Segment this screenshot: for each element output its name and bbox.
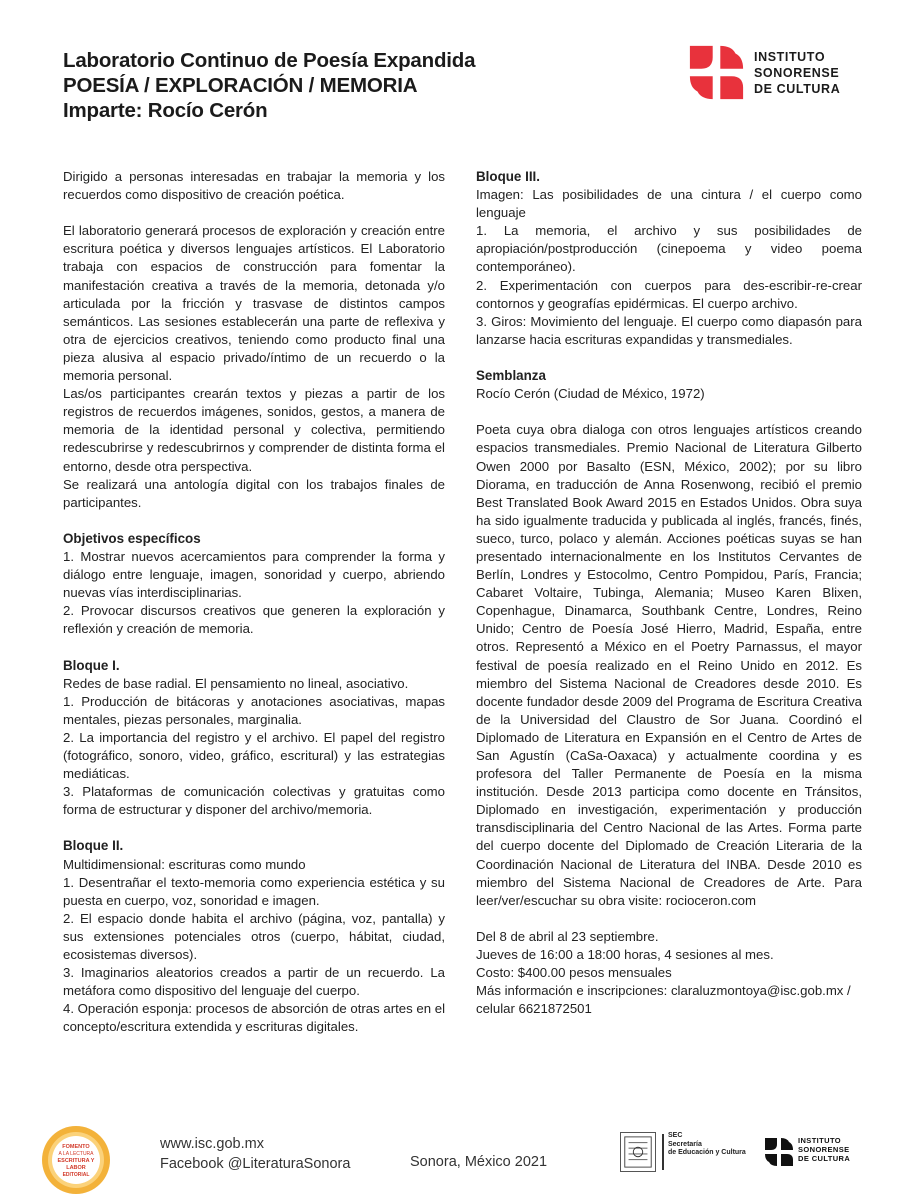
- objective-item: 1. Mostrar nuevos acercamientos para comprender la forma y diálogo entre lenguaje, imagen, sonoridad y cuerpo, abriendo nuevas vías interdisciplinarias.: [63, 548, 445, 601]
- bloque-2-item: 3. Imaginarios aleatorios creados a partir de un recuerdo. La metáfora como dispositivo del lenguaje del cuerpo.: [63, 965, 445, 999]
- bloque-2-item: 1. Desentrañar el texto-memoria como experiencia estética y su puesta en cuerpo, voz, sonoridad e imagen.: [63, 874, 445, 908]
- fomento-lectura-badge: [35, 1124, 117, 1196]
- left-column: [63, 168, 445, 1055]
- svg-text:LABOR: LABOR: [66, 1165, 86, 1171]
- svg-text:ESCRITURA Y: ESCRITURA Y: [57, 1158, 95, 1164]
- website-link[interactable]: www.isc.gob.mx: [160, 1136, 264, 1152]
- svg-text:EDITORIAL: EDITORIAL: [62, 1172, 90, 1178]
- sec-logo: [620, 1132, 750, 1174]
- dates: Del 8 de abril al 23 septiembre.: [476, 928, 659, 944]
- bloque-1-item: Redes de base radial. El pensamiento no lineal, asociativo.: [63, 675, 409, 691]
- title: Laboratorio Continuo de Poesía Expandida: [63, 49, 476, 72]
- event-info: [476, 928, 862, 1018]
- isc-flower-small-icon: [764, 1137, 794, 1167]
- bloque-3-item: 3. Giros: Movimiento del lenguaje. El cuerpo como diapasón para lanzarse hacia escrituras expandidas y transmediales.: [476, 313, 862, 347]
- bloque-1-item: 2. La importancia del registro y el archivo. El papel del registro (fotográfico, sonoro, video, gráfico, escritural) y las estrategias mediáticas.: [63, 729, 445, 782]
- bloque-1-section: [63, 657, 445, 820]
- anthology-paragraph: Se realizará una antología digital con los trabajos finales de participantes.: [63, 476, 445, 510]
- bloque-2-item: Multidimensional: escrituras como mundo: [63, 856, 306, 872]
- isc-logo: [688, 44, 888, 100]
- sec-logo-text: SEC Secretaría de Educación y Cultura: [668, 1132, 746, 1156]
- intro-paragraph: Dirigido a personas interesadas en trabajar la memoria y los recuerdos como dispositivo de creación poética.: [63, 169, 445, 203]
- bloque-2-item: 4. Operación esponja: procesos de absorción de otras artes en el concepto/escritura extendida y escrituras digitales.: [63, 1001, 445, 1035]
- participants-paragraph: Las/os participantes crearán textos y piezas a partir de los registros de recuerdos imágenes, sonidos, gestos, a manera de memoria de la identidad personal y colectiva, permitiendo redescubrirse y redescubrirnos y comprender de distinta forma el entorno, desde otra perspectiva.: [63, 386, 445, 474]
- bloque-3-item: Imagen: Las posibilidades de una cintura / el cuerpo como lenguaje: [476, 187, 862, 221]
- bloque-2-item: 2. El espacio donde habita el archivo (página, voz, pantalla) y sus extensiones potenciales otros (cuerpo, hábitat, ciudad, ecosistemas diversos).: [63, 910, 445, 963]
- objective-item: 2. Provocar discursos creativos que generen la exploración y reflexión y creación de memoria.: [63, 603, 445, 637]
- bloque-3-heading: Bloque III.: [476, 169, 540, 184]
- bloque-1-item: 1. Producción de bitácoras y anotaciones asociativas, mapas mentales, piezas personales, marginalia.: [63, 693, 445, 727]
- footer-place: Sonora, México 2021: [410, 1154, 548, 1170]
- objectives-heading: Objetivos específicos: [63, 530, 201, 546]
- objectives-section: [63, 530, 445, 639]
- bloque-2-section: [63, 837, 445, 1036]
- footer: [0, 1120, 899, 1200]
- instructor: Imparte: Rocío Cerón: [63, 99, 268, 122]
- isc-logo-small: [764, 1134, 884, 1174]
- bloque-1-heading: Bloque I.: [63, 657, 120, 673]
- facebook-link[interactable]: Facebook @LiteraturaSonora: [160, 1156, 351, 1172]
- isc-logo-small-text: INSTITUTO SONORENSE DE CULTURA: [798, 1136, 851, 1163]
- sec-divider: [662, 1134, 664, 1170]
- bloque-1-item: 3. Plataformas de comunicación colectivas y gratuitas como forma de estructurar y disponer del archivo/memoria.: [63, 784, 445, 818]
- isc-logo-text: INSTITUTO SONORENSE DE CULTURA: [754, 50, 841, 96]
- right-column: [476, 168, 862, 1018]
- semblanza-section: [476, 367, 862, 403]
- bloque-3-section: [476, 168, 862, 349]
- bloque-3-item: 1. La memoria, el archivo y sus posibilidades de apropiación/postproducción (cinepoema y video poema contemporáneo).: [476, 223, 862, 275]
- semblanza-heading: Semblanza: [476, 368, 546, 384]
- footer-contact: [160, 1134, 350, 1174]
- svg-text:FOMENTO: FOMENTO: [62, 1144, 90, 1150]
- contact-info: Más información e inscripciones: claraluzmontoya@isc.gob.mx / celular 6621872501: [476, 983, 851, 1017]
- biography-paragraph: Poeta cuya obra dialoga con otros lenguajes artísticos creando espacios transmediales. Premio Nacional de Literatura Gilberto Owen 2000 por Basalto (ESN, México, 2002); por su libro Diorama, en traducción de Anna Rosenwong, recibió el premio Best Translated Book Award 2015 en Estados Unidos. Obra suya ha sido igualmente traducida y publicada al inglés, francés, finés, sueco, turco, polaco y alemán. Acciones poéticas suyas se han presentado internacionalmente en los Institutos Cervantes de Berlín, Londres y Estocolmo, Centro Pompidou, París, Francia; Cabaret Voltaire, Tubinga, Alemania; Museo Karen Blixen, Copenhague, Dinamarca, Southbank Centre, Londres, Reino Unido; Centro de Poesía José Hierro, Madrid, España, entre otros. Representó a México en el Poetry Parnassus, el mayor festival de poesía realizado en el Reino Unido en 2012. Es miembro del Sistema Nacional de Creadores desde 2010. Es docente fundador desde 2009 del Programa de Escritura Creativa de la Universidad del Claustro de Sor Juana. Coordinó el Diplomado de Literatura en Expansión en el Centro de Artes de San Agustín (CaSa-Oaxaca) y actualmente coordina y es profesora del Taller Permanente de Poesía en la misma institución. Desde 2013 participa como docente en Tránsitos, Diplomado en investigación, experimentación y producción transdisciplinaria del Centro Nacional de las Artes. Forma parte del cuerpo docente del Diplomado de Creación Literaria de la Coordinación Nacional de Literatura del INBA. Desde 2010 es miembro del Sistema Nacional de Creadores de Arte. Para leer/ver/escuchar su obra visite: rocioceron.com: [476, 422, 862, 908]
- subtitle: POESÍA / EXPLORACIÓN / MEMORIA: [63, 74, 418, 97]
- isc-flower-icon: [688, 44, 745, 101]
- coat-of-arms-icon: [620, 1132, 656, 1172]
- description-paragraph: El laboratorio generará procesos de exploración y creación entre escritura poética y diversos lenguajes artísticos. El Laboratorio trabaja con espacios de construcción para fomentar la manifestación creativa a través de la memoria, detonada y/o articulada por la fricción y trasvase de distintos campos semánticos. Las sesiones establecerán una parte de reflexiva y otra de ejercicios creativos, teniendo como producto final una pieza alusiva al espacio privado/íntimo de un recuerdo o la memoria personal.: [63, 223, 445, 384]
- bloque-3-item: 2. Experimentación con cuerpos para des-escribir-re-crear contornos y geografías epidérmicas. El cuerpo archivo.: [476, 277, 862, 311]
- document-header: [63, 48, 623, 123]
- schedule: Jueves de 16:00 a 18:00 horas, 4 sesiones al mes.: [476, 947, 774, 963]
- semblanza-subtitle: Rocío Cerón (Ciudad de México, 1972): [476, 386, 705, 402]
- bloque-2-heading: Bloque II.: [63, 838, 124, 854]
- cost: Costo: $400.00 pesos mensuales: [476, 965, 672, 981]
- svg-text:A LA LECTURA: A LA LECTURA: [58, 1151, 94, 1157]
